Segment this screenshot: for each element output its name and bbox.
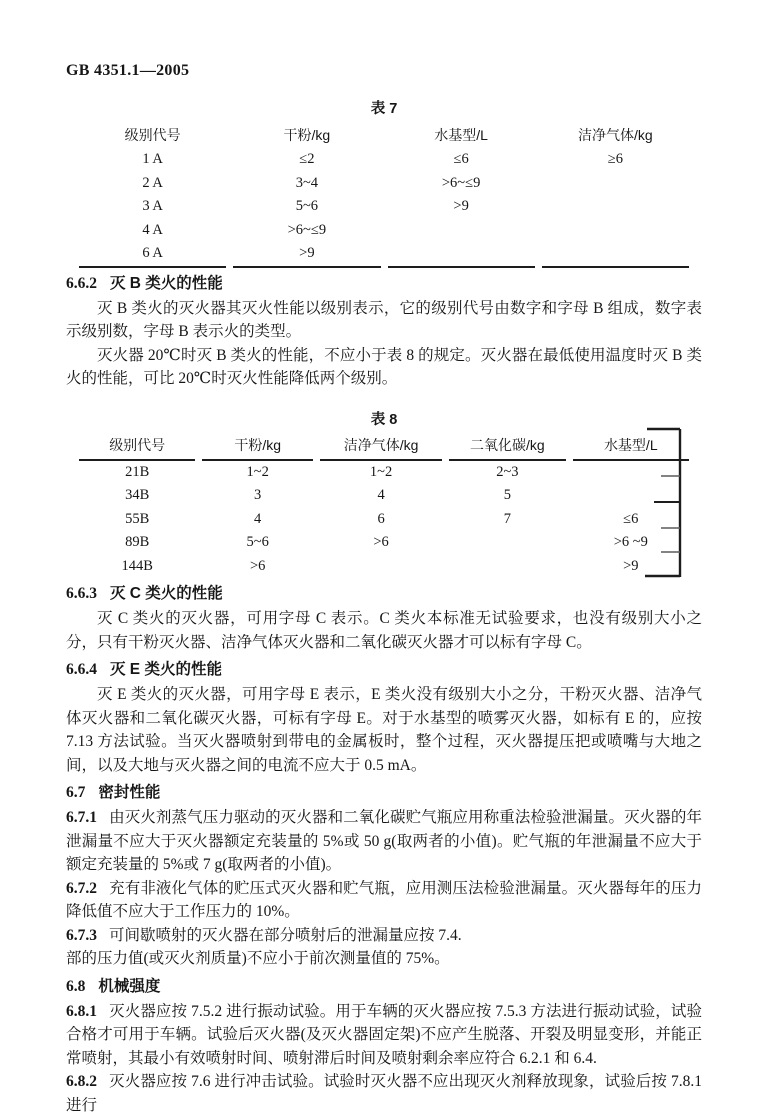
cell: [542, 219, 689, 243]
paragraph: 灭 C 类火的灭火器，可用字母 C 表示。C 类火本标准无试验要求，也没有级别大小之分，只有干粉灭火器、洁净气体灭火器和二氧化碳灭火器才可以标有字母 C。: [66, 610, 702, 651]
clause-number: 6.7.3: [66, 926, 97, 944]
section-number: 6.6.2: [66, 274, 97, 292]
paragraph: 部的压力值(或灭火剂质量)不应小于前次测量值的 75%。: [66, 950, 450, 967]
table7-header-row: [79, 121, 689, 148]
section-heading-664: [66, 659, 702, 681]
table8-title: 表 8: [370, 411, 398, 428]
cell: >6~≤9: [287, 221, 327, 238]
cell: 3~4: [295, 174, 319, 191]
cell: [573, 461, 689, 485]
cell: ≥6: [607, 151, 623, 168]
cell: 1~2: [246, 463, 269, 480]
cell: 144B: [121, 557, 153, 574]
table7-wrap: [72, 121, 696, 268]
cell: 4 A: [142, 221, 163, 238]
cell: 2 A: [142, 174, 163, 191]
cell: >6~≤9: [441, 174, 481, 191]
section-number: 6.6.4: [66, 661, 97, 678]
table7-col-header: 级别代号: [124, 126, 181, 143]
paragraph: [66, 877, 702, 924]
table7-col-header: 水基型/L: [434, 126, 488, 143]
paragraph: 灭 B 类火的灭火器其灭火性能以级别表示，它的级别代号由数字和字母 B 组成，数字表示级别数，字母 B 表示火的类型。: [66, 299, 702, 340]
table-row: [79, 219, 689, 243]
cell: 5~6: [246, 534, 269, 551]
table8-col-header: 洁净气体/kg: [320, 432, 442, 461]
table-row: [79, 461, 689, 485]
section-heading-67: [66, 782, 702, 804]
table7-title: 表 7: [370, 101, 398, 117]
cell: 21B: [125, 463, 150, 480]
table7: [72, 121, 696, 268]
table-row: [79, 242, 689, 268]
cell: 3 A: [142, 198, 163, 215]
clause-text: 由灭火剂蒸气压力驱动的灭火器和二氧化碳贮气瓶应用称重法检验泄漏量。灭火器的年泄漏量不应大于灭火器额定充装量的 5%或 50 g(取两者的小值)。贮气瓶的年泄漏量不应大于额定充装量的 5%或 7 g(取两者的小值)。: [66, 809, 702, 873]
clause-number: 6.7.1: [66, 809, 97, 826]
section-heading-68: [66, 976, 702, 998]
table8-col-header: 水基型/L: [573, 432, 689, 461]
cell: ≤6: [623, 510, 639, 527]
cell: 34B: [125, 487, 150, 504]
cell: 4: [254, 510, 262, 527]
cell: 89B: [125, 534, 150, 551]
section-heading-663: [66, 583, 702, 605]
clause-number: 6.8.1: [66, 1002, 97, 1020]
clause-text: 可间歇喷射的灭火器在部分喷射后的泄漏量应按 7.4.: [109, 926, 462, 944]
cell: 5: [503, 487, 511, 504]
cell: 55B: [125, 510, 150, 527]
paragraph: 灭 E 类火的灭火器，可用字母 E 表示，E 类火没有级别大小之分，干粉灭火器、洁净气体灭火器和二氧化碳灭火器，可标有字母 E。对于水基型的喷雾灭火器，如标有 E 的，应按 7.13 方法试验。当灭火器喷射到带电的金属板时，整个过程，灭火器提压把或喷嘴与大地之间，以及大地与灭火器之间的电流不应大于 0.5 mA。: [66, 686, 702, 774]
section-number: 6.6.3: [66, 585, 97, 602]
table8-col-header: 干粉/kg: [202, 432, 313, 461]
cell: >6 ~9: [613, 534, 648, 551]
table7-col-header: 干粉/kg: [283, 126, 331, 143]
cell: [449, 555, 565, 579]
table8-col-header: 级别代号: [79, 432, 195, 461]
cell: [449, 531, 565, 555]
table7-col-header: 洁净气体/kg: [578, 126, 653, 143]
cell: 3: [254, 487, 262, 504]
cell: [542, 172, 689, 196]
section-title: 灭 E 类火的性能: [110, 661, 222, 678]
cell: >6: [249, 557, 266, 574]
paragraph: [66, 924, 702, 948]
paragraph: [66, 1000, 702, 1071]
cell: 2~3: [496, 463, 519, 480]
paragraph: 灭火器 20℃时灭 B 类火的性能，不应小于表 8 的规定。灭火器在最低使用温度时灭 B 类火的性能，可比 20℃时灭火性能降低两个级别。: [66, 346, 702, 387]
table-row: [79, 172, 689, 196]
table8: [72, 432, 696, 579]
section-heading-662: [66, 273, 702, 295]
cell: [388, 219, 535, 243]
clause-text: 灭火器应按 7.6 进行冲击试验。试验时灭火器不应出现灭火剂释放现象，试验后按 7.8.1 进行: [66, 1073, 702, 1114]
cell: 6 A: [79, 242, 226, 268]
table8-wrap: [72, 432, 696, 579]
cell: [320, 555, 442, 579]
table-row: [79, 484, 689, 508]
cell: >6: [373, 534, 389, 551]
cell: >9: [453, 198, 469, 215]
paragraph: [66, 1070, 702, 1117]
cell: 1~2: [369, 463, 393, 480]
table8-col-header: 二氧化碳/kg: [449, 432, 565, 461]
cell: 5~6: [295, 198, 319, 215]
clause-text: 充有非液化气体的贮压式灭火器和贮气瓶，应用测压法检验泄漏量。灭火器每年的压力降低值不应大于工作压力的 10%。: [66, 879, 702, 920]
clause-text: 灭火器应按 7.5.2 进行振动试验。用于车辆的灭火器应按 7.5.3 方法进行振动试验，试验合格才可用于车辆。试验后灭火器(及灭火器固定架)不应产生脱落、开裂及明显变形，并能正常喷射，其最小有效喷射时间、喷射滞后时间及喷射剩余率应符合 6.2.1 和 6.4.: [66, 1002, 702, 1067]
section-title: 灭 C 类火的性能: [110, 585, 223, 602]
clause-number: 6.7.2: [66, 879, 97, 897]
cell: 6: [377, 510, 385, 527]
cell: 7: [503, 510, 511, 527]
doc-number: GB 4351.1—2005: [66, 62, 190, 79]
cell: [388, 242, 535, 268]
cell: 1 A: [142, 151, 163, 168]
section-title: 密封性能: [98, 784, 161, 801]
cell: ≤2: [299, 151, 315, 168]
table-row: [79, 508, 689, 532]
section-title: 灭 B 类火的性能: [110, 274, 223, 292]
section-number: 6.7: [66, 784, 86, 801]
section-number: 6.8: [66, 977, 86, 995]
table-row: [79, 195, 689, 219]
cell: 4: [377, 487, 385, 504]
cell: [573, 484, 689, 508]
table-row: [79, 555, 689, 579]
table8-header-row: [79, 432, 689, 461]
cell: ≤6: [453, 151, 469, 168]
paragraph: [66, 806, 702, 877]
table-row: [79, 531, 689, 555]
clause-number: 6.8.2: [66, 1073, 97, 1090]
cell: >9: [233, 242, 380, 268]
cell: [542, 195, 689, 219]
cell: >9: [623, 557, 639, 574]
table-row: [79, 148, 689, 172]
section-title: 机械强度: [98, 977, 161, 995]
cell: [542, 242, 689, 268]
